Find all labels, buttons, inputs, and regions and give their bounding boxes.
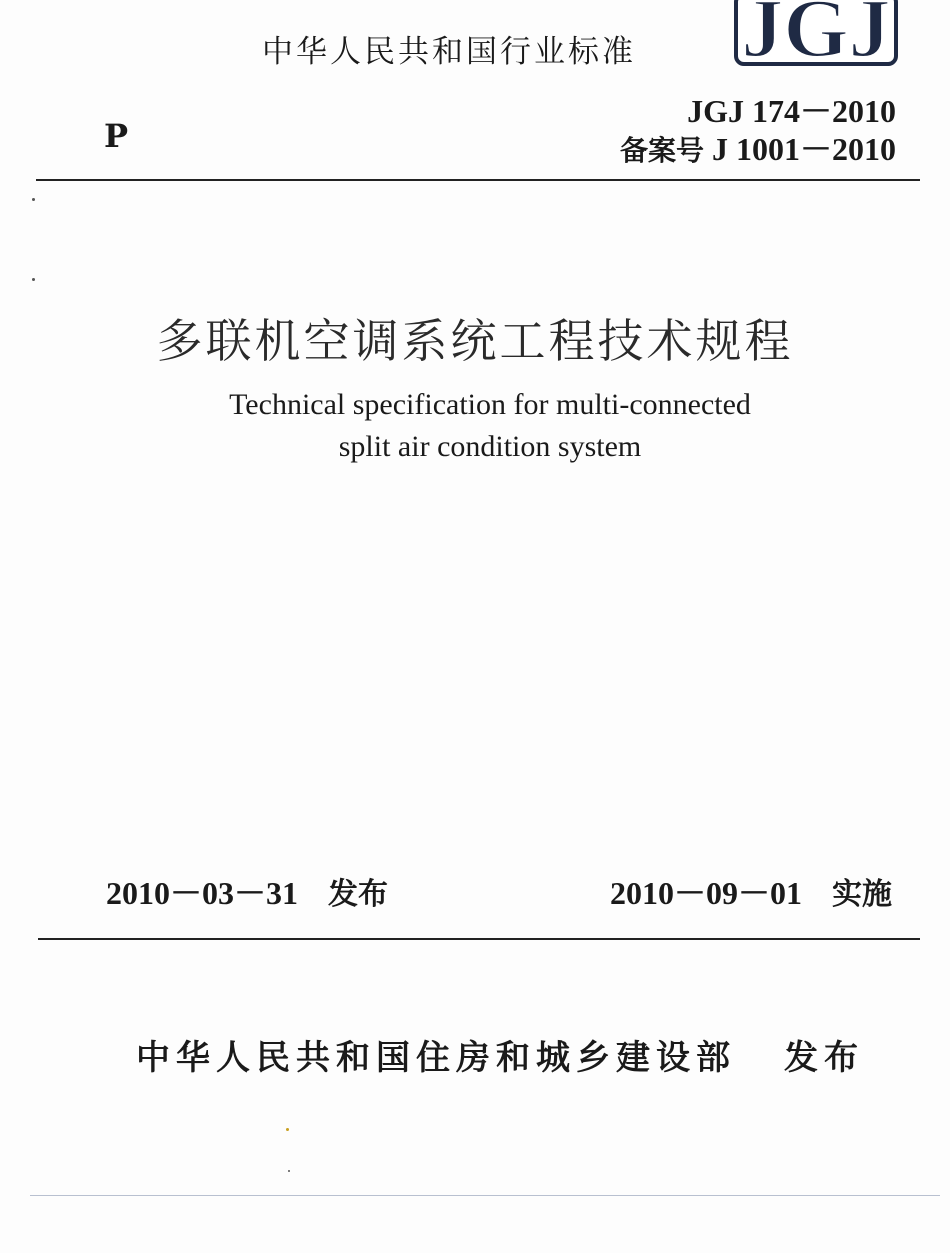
issue-date: 2010－03－31 [106,875,299,911]
publisher-action: 发布 [784,1038,864,1078]
implement-date-line [610,868,892,914]
top-divider [36,179,920,181]
title-english-line-1: Technical specification for multi-connected [229,388,751,421]
standard-number: JGJ 174－2010 [687,93,896,129]
record-label: 备案号 [619,134,704,167]
standard-number-block [620,92,896,170]
jgj-logo-text: JGJ [741,0,891,66]
scan-speck [32,198,35,201]
publisher-line [136,1030,864,1079]
category-letter: P [104,117,129,155]
scan-speck [288,1170,290,1172]
scan-speck [32,278,35,281]
publisher-name: 中华人民共和国住房和城乡建设部 [136,1038,736,1078]
standard-classification: 中华人民共和国行业标准 [262,34,636,70]
issue-label: 发布 [328,877,389,912]
scan-speck [286,1128,289,1131]
implement-label: 实施 [832,877,892,912]
issue-date-line [106,868,388,914]
jgj-logo [734,0,898,66]
record-number-line [620,130,896,170]
middle-divider [38,938,920,940]
record-number: J 1001－2010 [711,131,896,167]
bottom-divider [30,1195,940,1196]
title-english [0,384,950,468]
title-english-line-2: split air condition system [338,430,642,463]
title-chinese: 多联机空调系统工程技术规程 [156,314,794,368]
implement-date: 2010－09－01 [609,875,802,911]
